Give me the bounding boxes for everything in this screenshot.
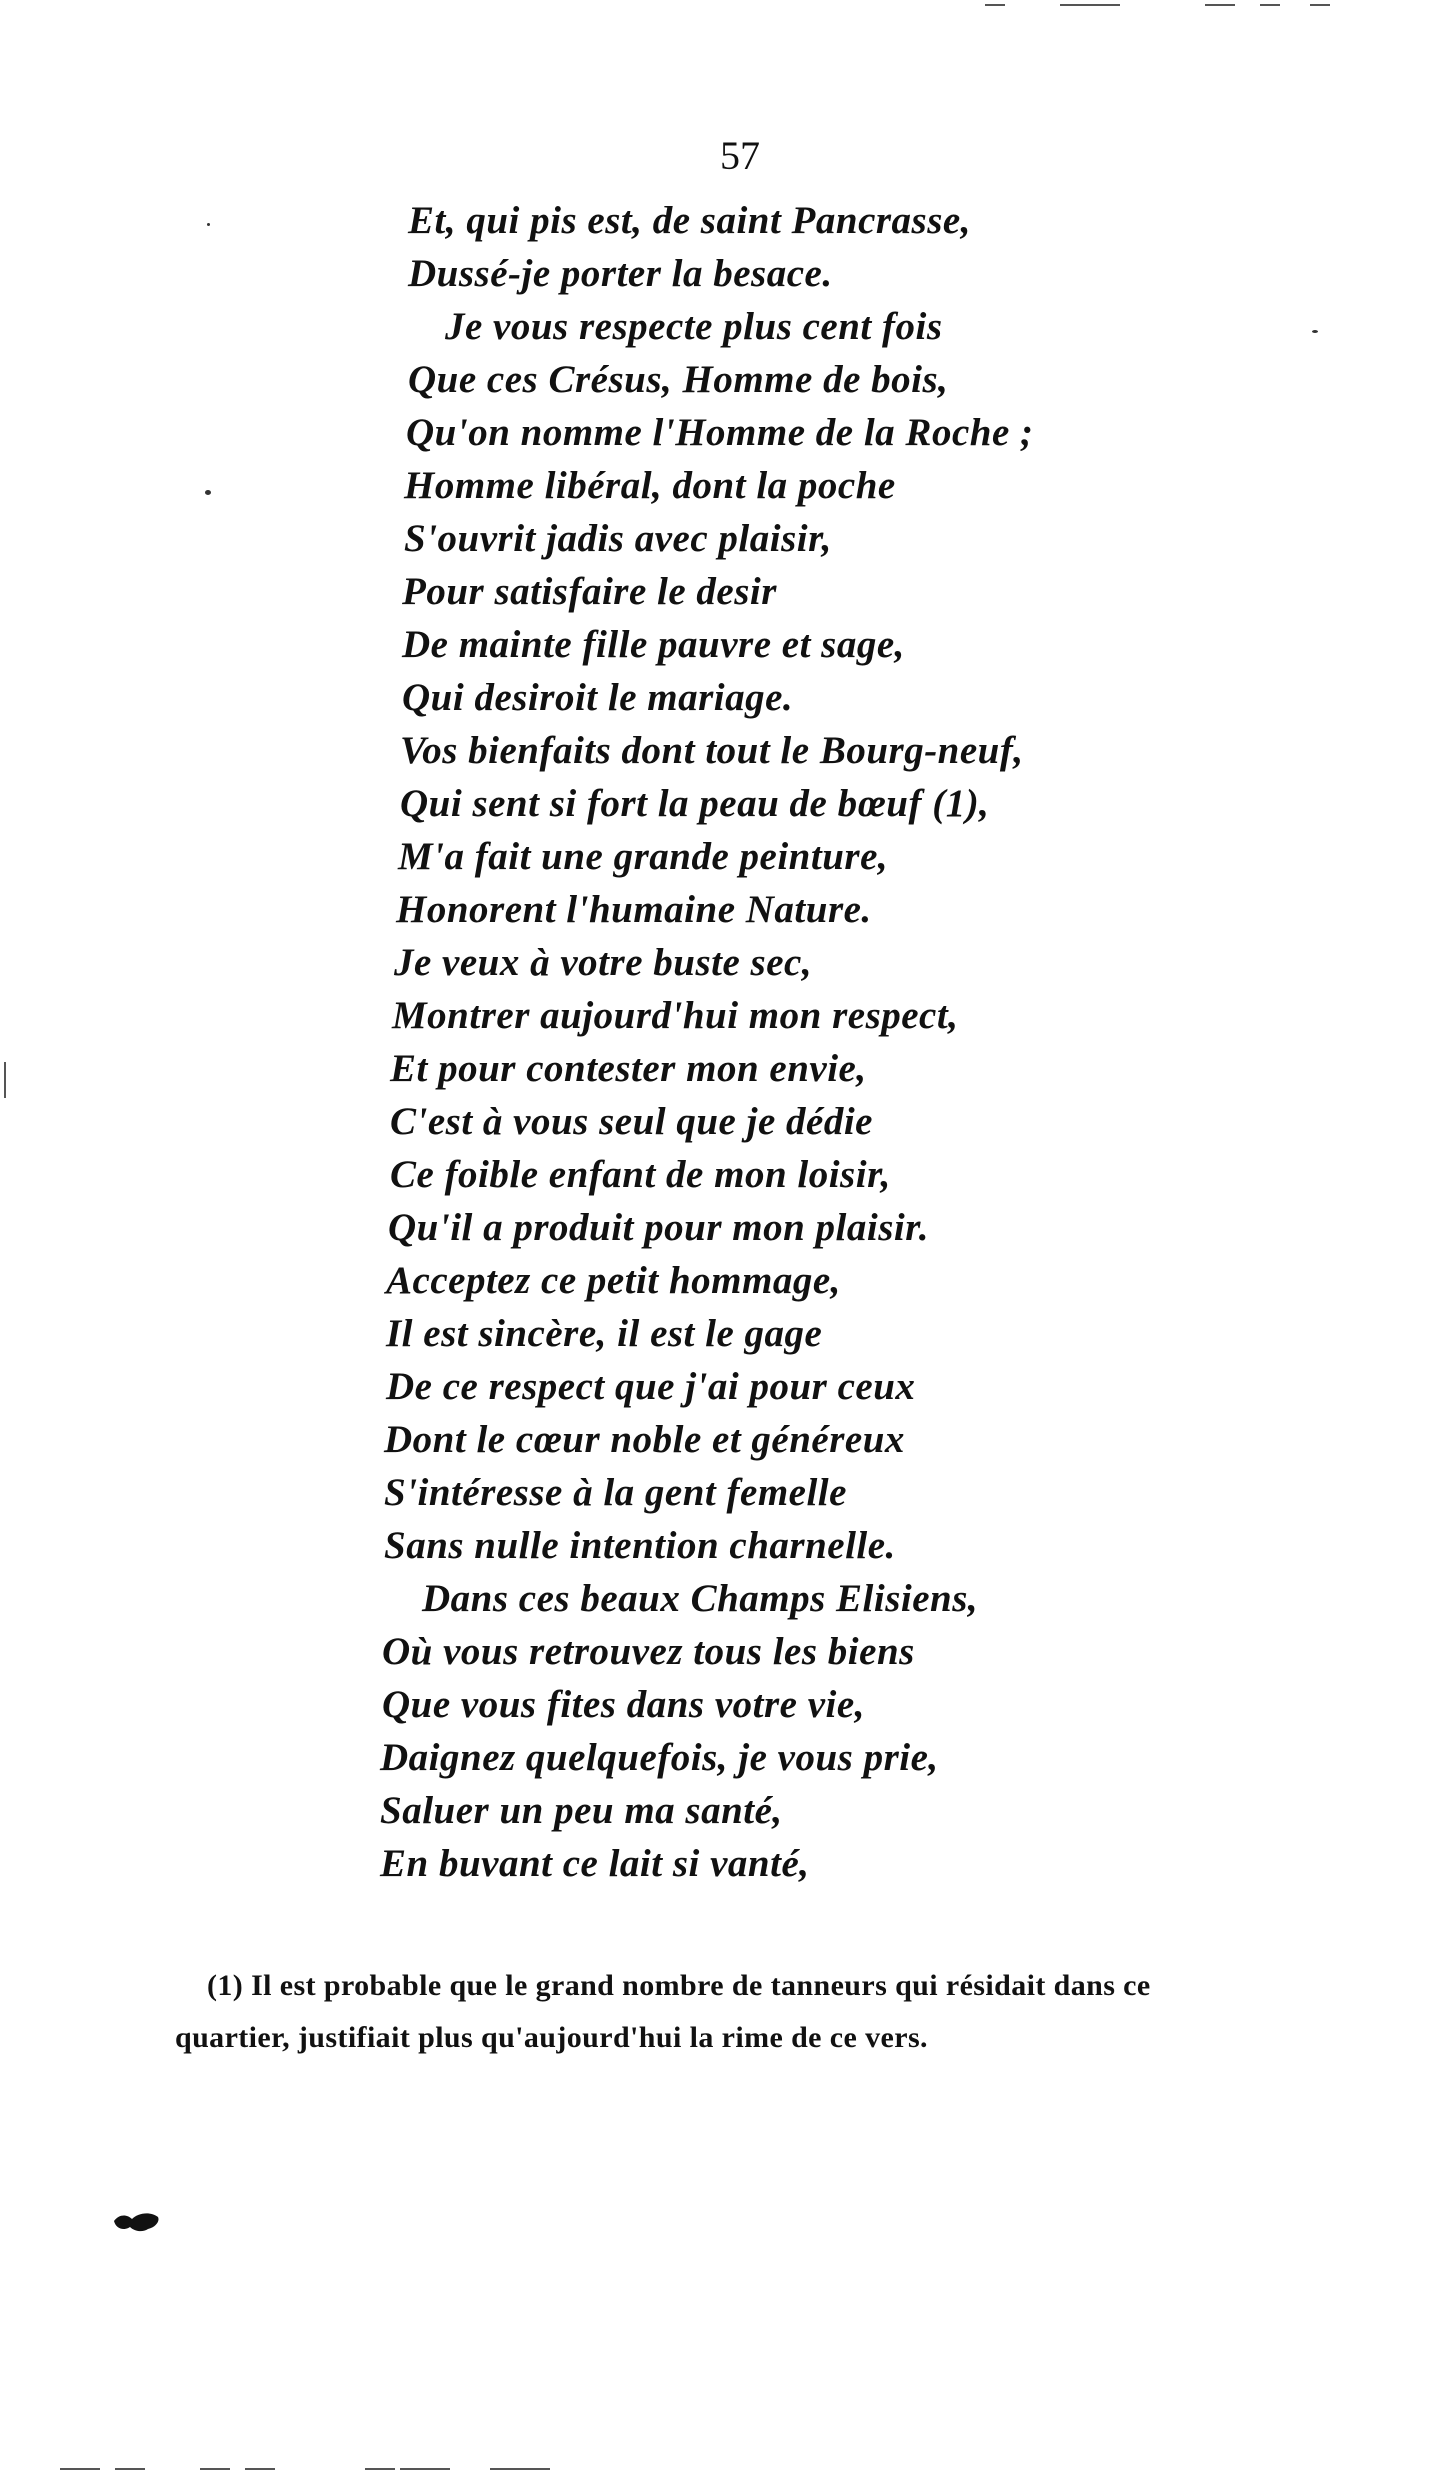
verse-line: Il est sincère, il est le gage xyxy=(386,1312,823,1355)
verse-line: S'intéresse à la gent femelle xyxy=(384,1471,847,1514)
verse-line: En buvant ce lait si vanté, xyxy=(380,1842,810,1885)
scan-artifact xyxy=(985,4,1005,6)
verse-line: Et pour contester mon envie, xyxy=(390,1047,867,1090)
scan-artifact xyxy=(1205,4,1235,6)
footnote xyxy=(175,1960,1255,2064)
verse-line: Que ces Crésus, Homme de bois, xyxy=(408,358,949,401)
verse-line: Honorent l'humaine Nature. xyxy=(396,888,872,931)
footnote-line: quartier, justifiait plus qu'aujourd'hui la rime de ce vers. xyxy=(175,2021,928,2054)
scan-speck xyxy=(1312,330,1318,333)
scan-artifact xyxy=(4,1062,6,1098)
verse-line: Que vous fites dans votre vie, xyxy=(382,1683,865,1726)
verse-line: Et, qui pis est, de saint Pancrasse, xyxy=(408,199,971,242)
verse-line: Qui sent si fort la peau de bœuf (1), xyxy=(400,782,990,825)
verse-line: S'ouvrit jadis avec plaisir, xyxy=(404,517,832,560)
verse-line: Pour satisfaire le desir xyxy=(402,570,777,613)
verse-line: Acceptez ce petit hommage, xyxy=(386,1259,841,1302)
scan-speck xyxy=(207,223,210,226)
page-number: 57 xyxy=(720,133,760,178)
verse-line: Qui desiroit le mariage. xyxy=(402,676,794,719)
verse-line: Je vous respecte plus cent fois xyxy=(445,305,943,348)
scan-artifact xyxy=(60,2468,100,2470)
verse-line: Où vous retrouvez tous les biens xyxy=(382,1630,915,1673)
scan-artifact xyxy=(1060,4,1120,6)
scan-speck xyxy=(205,490,211,495)
scan-artifact xyxy=(200,2468,230,2470)
scan-artifact xyxy=(115,2468,145,2470)
verse-line: Dont le cœur noble et généreux xyxy=(384,1418,905,1461)
verse-line: Je veux à votre buste sec, xyxy=(394,941,813,984)
ink-blot-mark xyxy=(112,2209,162,2235)
verse-line: Daignez quelquefois, je vous prie, xyxy=(380,1736,939,1779)
verse-line: Dussé-je porter la besace. xyxy=(408,252,833,295)
scan-artifact xyxy=(365,2468,395,2470)
verse-line: Qu'il a produit pour mon plaisir. xyxy=(388,1206,930,1249)
verse-line: De mainte fille pauvre et sage, xyxy=(402,623,905,666)
verse-line: C'est à vous seul que je dédie xyxy=(390,1100,873,1143)
footnote-line: (1) Il est probable que le grand nombre de tanneurs qui résidait dans ce xyxy=(207,1969,1151,2002)
verse-line: Saluer un peu ma santé, xyxy=(380,1789,783,1832)
scan-artifact xyxy=(1310,4,1330,6)
verse-line: Qu'on nomme l'Homme de la Roche ; xyxy=(406,411,1034,454)
scan-artifact xyxy=(1260,4,1280,6)
verse-line: Montrer aujourd'hui mon respect, xyxy=(392,994,959,1037)
verse-line: Vos bienfaits dont tout le Bourg-neuf, xyxy=(400,729,1024,772)
scan-artifact xyxy=(245,2468,275,2470)
verse-line: Sans nulle intention charnelle. xyxy=(384,1524,896,1567)
verse-line: M'a fait une grande peinture, xyxy=(398,835,889,878)
verse-line: De ce respect que j'ai pour ceux xyxy=(386,1365,916,1408)
verse-line: Dans ces beaux Champs Elisiens, xyxy=(422,1577,979,1620)
verse-line: Homme libéral, dont la poche xyxy=(404,464,896,507)
scan-artifact xyxy=(490,2468,550,2470)
verse-line: Ce foible enfant de mon loisir, xyxy=(390,1153,891,1196)
scan-artifact xyxy=(400,2468,450,2470)
